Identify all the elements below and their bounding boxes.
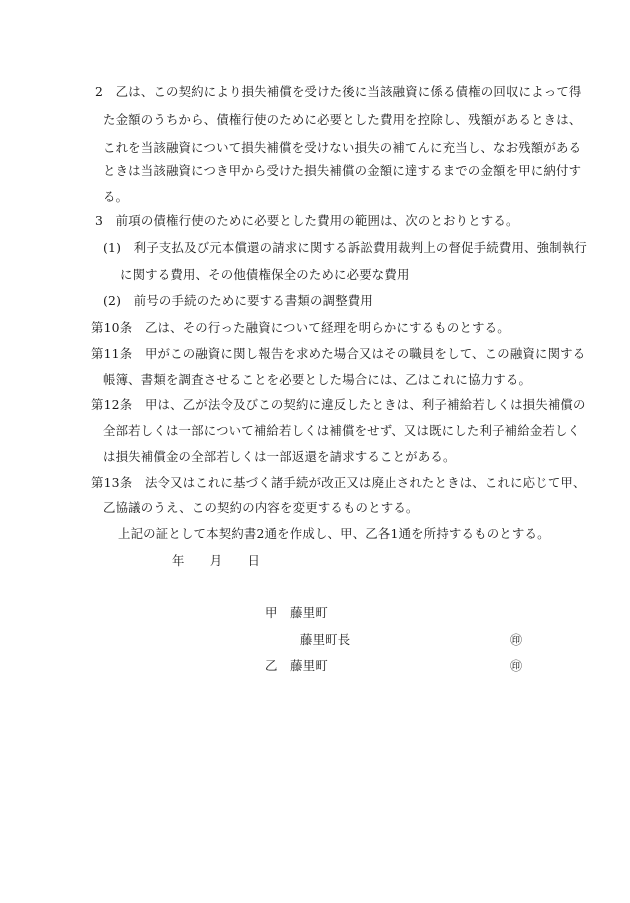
- text-line: 2 乙は、この契約により損失補償を受けた後に当該融資に係る債権の回収によって得: [95, 84, 582, 99]
- list-item-2: (2) 前号の手続のために要する書類の調整費用: [103, 293, 373, 308]
- text-line: これを当該融資について損失補償を受けない損失の補てんに充当し、なお残額がある: [103, 140, 582, 155]
- party-b-name: 乙 藤里町: [265, 658, 328, 673]
- witness-statement: 上記の証として本契約書2通を作成し、甲、乙各1通を所持するものとする。: [118, 526, 550, 541]
- list-item-1: (1) 利子支払及び元本償還の請求に関する訴訟費用裁判上の督促手続費用、強制執行: [103, 240, 588, 255]
- text-line: 乙協議のうえ、この契約の内容を変更するものとする。: [103, 500, 419, 515]
- party-a-name: 甲 藤里町: [265, 605, 328, 620]
- text-line: た金額のうちから、債権行使のために必要とした費用を控除し、残額があるときは、: [103, 112, 582, 127]
- text-line: る。: [103, 189, 129, 204]
- text-line: 第11条 甲がこの融資に関し報告を求めた場合又はその職員をして、この融資に関する: [91, 346, 586, 361]
- text-line: 第12条 甲は、乙が法令及びこの契約に違反したときは、利子補給若しくは損失補償の: [91, 397, 586, 412]
- party-a-representative: 藤里町長: [300, 632, 351, 647]
- seal-mark-b: ㊞: [510, 659, 523, 673]
- date-line: 年 月 日: [172, 553, 261, 568]
- text-line: 帳簿、書類を調査させることを必要とした場合には、乙はこれに協力する。: [103, 372, 532, 387]
- text-line: 3 前項の債権行使のために必要とした費用の範囲は、次のとおりとする。: [95, 213, 519, 228]
- seal-mark-a: ㊞: [510, 633, 523, 647]
- list-item-1-continued: に関する費用、その他債権保全のために必要な費用: [120, 267, 410, 282]
- text-line: 第10条 乙は、その行った融資について経理を明らかにするものとする。: [91, 320, 510, 335]
- text-line: ときは当該融資につき甲から受けた損失補償の金額に達するまでの金額を甲に納付す: [103, 163, 582, 178]
- text-line: 第13条 法令又はこれに基づく諸手続が改正又は廃止されたときは、これに応じて甲、: [91, 475, 586, 490]
- text-line: 全部若しくは一部について補給若しくは補償をせず、又は既にした利子補給金若しく: [103, 423, 581, 438]
- text-line: は損失補償金の全部若しくは一部返還を請求することがある。: [103, 449, 456, 464]
